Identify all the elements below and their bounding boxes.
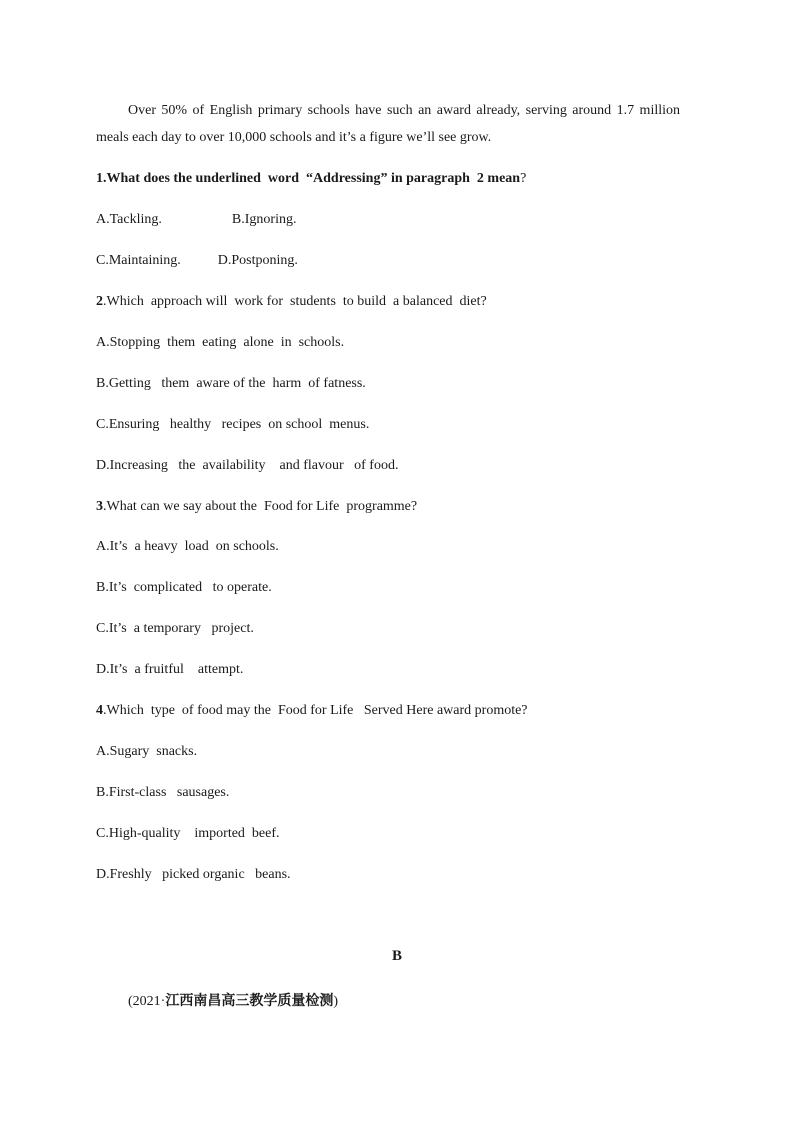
- question-1-mark: ?: [520, 171, 527, 186]
- question-1-option-c[interactable]: C.Maintaining.: [96, 253, 181, 268]
- question-3-text: .What can we say about the Food for Life programme?: [103, 499, 418, 514]
- question-1-options-row-2: [96, 252, 298, 270]
- question-1-option-a[interactable]: A.Tackling.: [96, 212, 162, 227]
- question-2-option-a[interactable]: A.Stopping them eating alone in schools.: [96, 335, 345, 350]
- section-source: [128, 990, 338, 1010]
- question-2-text: .Which approach will work for students to build a balanced diet?: [103, 294, 487, 309]
- passage-paragraph: [96, 97, 680, 151]
- question-4-option-d[interactable]: D.Freshly picked organic beans.: [96, 867, 291, 882]
- question-2-stem: [96, 293, 487, 311]
- question-3-option-c[interactable]: C.It’s a temporary project.: [96, 621, 254, 636]
- question-4-text: .Which type of food may the Food for Life Served Here award promote?: [103, 703, 528, 718]
- question-2-number: 2: [96, 294, 103, 309]
- question-1-number: 1: [96, 171, 103, 186]
- source-suffix: ): [333, 994, 338, 1009]
- question-1-option-b[interactable]: B.Ignoring.: [231, 212, 297, 227]
- question-2-option-d[interactable]: D.Increasing the availability and flavour of food.: [96, 458, 399, 473]
- question-2-option-c[interactable]: C.Ensuring healthy recipes on school menus.: [96, 417, 370, 432]
- question-4-option-b[interactable]: B.First-class sausages.: [96, 785, 230, 800]
- question-1-text: .What does the underlined word “Addressing” in paragraph 2 mean: [103, 171, 521, 186]
- question-1-option-d[interactable]: D.Postponing.: [217, 253, 298, 268]
- question-3-option-d[interactable]: D.It’s a fruitful attempt.: [96, 662, 244, 677]
- question-4-option-c[interactable]: C.High-quality imported beef.: [96, 826, 280, 841]
- question-1-options-row-1: [96, 211, 296, 229]
- section-heading: B: [391, 948, 402, 964]
- question-4-number: 4: [96, 703, 103, 718]
- question-3-number: 3: [96, 499, 103, 514]
- source-prefix: (2021·: [128, 994, 166, 1009]
- passage-text: Over 50% of English primary schools have such an award already, serving around 1.7 million meals each day to over 10,000 schools and it’s a figure we’ll see grow.: [96, 103, 680, 145]
- question-4-stem: [96, 702, 528, 720]
- question-4-option-a[interactable]: A.Sugary snacks.: [96, 744, 198, 759]
- question-2-option-b[interactable]: B.Getting them aware of the harm of fatness.: [96, 376, 366, 391]
- source-name: 江西南昌高三教学质量检测: [165, 993, 334, 1009]
- question-3-option-a[interactable]: A.It’s a heavy load on schools.: [96, 539, 279, 554]
- question-3-option-b[interactable]: B.It’s complicated to operate.: [96, 580, 272, 595]
- question-1-stem: [96, 170, 526, 188]
- question-3-stem: [96, 498, 417, 516]
